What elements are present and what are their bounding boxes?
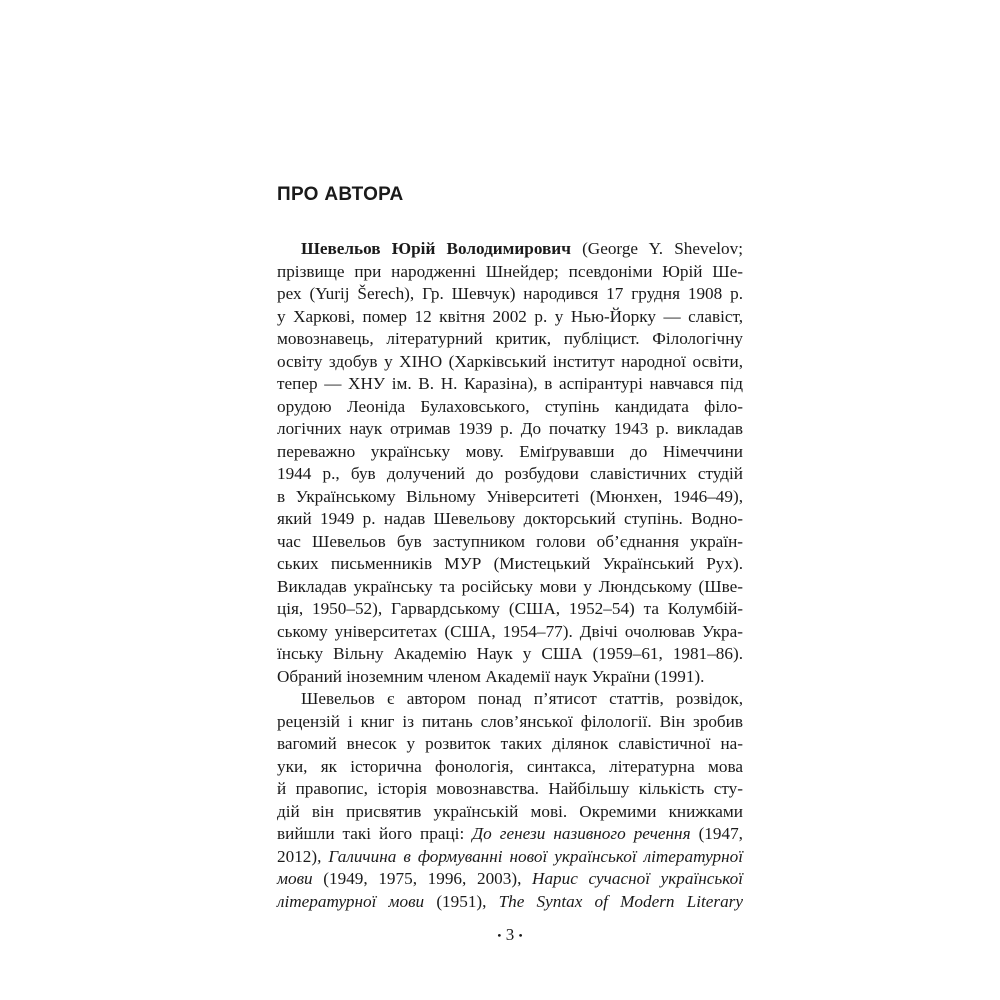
text-line: ському університетах (США, 1954–77). Двічі очолював Укра- — [277, 621, 743, 641]
text-line: час Шевельов був заступником голови об’єднання україн- — [277, 531, 743, 551]
text-segment: вийшли такі його праці: — [277, 824, 473, 843]
book-title: Нарис сучасної української — [532, 869, 743, 888]
text-segment: (1949, 1975, 1996, 2003), — [312, 869, 533, 888]
text-line: логічних наук отримав 1939 р. До початку 1943 р. викладав — [277, 419, 743, 438]
text-line: прізвище при народженні Шнейдер; псевдоніми Юрій Ше- — [277, 261, 743, 281]
section-heading: ПРО АВТОРА — [277, 184, 404, 205]
text-line: 1944 р., був долучений до розбудови славістичних студій — [277, 464, 743, 483]
body-text — [277, 238, 743, 913]
text-line: їнську Вільну Академію Наук у США (1959–61, 1981–86). — [277, 644, 743, 663]
book-title: До генези називного речення — [472, 824, 691, 843]
text-line: уки, як історична фонологія, синтакса, літературна мова — [277, 756, 743, 776]
text-segment: 2012), — [277, 846, 329, 866]
text-line: рецензій і книг із питань слов’янської філології. Він зробив — [277, 711, 743, 731]
text-line: освіту здобув у ХІНО (Харківський інститут народної освіти, — [277, 351, 743, 371]
text-line — [277, 823, 743, 846]
text-line: дій він присвятив українській мові. Окремими книжками — [277, 801, 743, 821]
text-line: в Українському Вільному Університеті (Мюнхен, 1946–49), — [277, 486, 743, 506]
book-title: Галичина в формуванні нової української літературної — [328, 846, 743, 866]
text-segment: (1947, — [690, 824, 743, 843]
text-line: Обраний іноземним членом Академії наук України (1991). — [277, 666, 705, 686]
text-segment: (1951), — [424, 891, 499, 911]
book-title: мови — [277, 869, 313, 888]
text-line: Шевельов є автором понад п’ятисот статтів, розвідок, — [301, 689, 743, 708]
text-line: й правопис, історія мовознавства. Найбільшу кількість сту- — [277, 779, 743, 798]
text-line: орудою Леоніда Булаховського, ступінь кандидата філо- — [277, 396, 743, 416]
book-title: The Syntax of Modern Literary — [498, 891, 743, 911]
bullet-icon: • — [497, 928, 502, 943]
text-line: у Харкові, помер 12 квітня 2002 р. у Нью-Йорку — славіст, — [277, 306, 743, 326]
text-line: який 1949 р. надав Шевельову докторський ступінь. Водно- — [277, 509, 743, 528]
book-title: літературної мови — [277, 891, 425, 911]
text-line: ських письменників МУР (Мистецький Український Рух). — [277, 554, 743, 573]
page-number — [0, 925, 1000, 945]
bullet-icon: • — [518, 928, 523, 943]
text-line: рех (Yurij Šerech), Гр. Шевчук) народився 17 грудня 1908 р. — [277, 284, 743, 303]
text-line: ція, 1950–52), Гарвардському (США, 1952–54) та Колумбій- — [277, 599, 743, 618]
text-line: Викладав українську та російську мови у Люндському (Шве- — [277, 576, 743, 596]
text-line — [277, 868, 743, 891]
text-line — [277, 238, 743, 261]
text-line: переважно українську мову. Еміґрувавши до Німеччини — [277, 441, 743, 461]
text-line: вагомий внесок у розвиток таких ділянок славістичної на- — [277, 734, 743, 753]
author-name: Шевельов Юрій Володимирович — [301, 239, 571, 258]
text-line: тепер — ХНУ ім. В. Н. Каразіна), в аспірантурі навчався під — [277, 374, 743, 393]
page-number-value: 3 — [505, 925, 515, 944]
text-line: мовознавець, літературний критик, публіцист. Філологічну — [277, 329, 743, 348]
text-line — [277, 891, 743, 914]
text-line — [277, 846, 743, 869]
text-segment: (George Y. Shevelov; — [570, 239, 743, 258]
